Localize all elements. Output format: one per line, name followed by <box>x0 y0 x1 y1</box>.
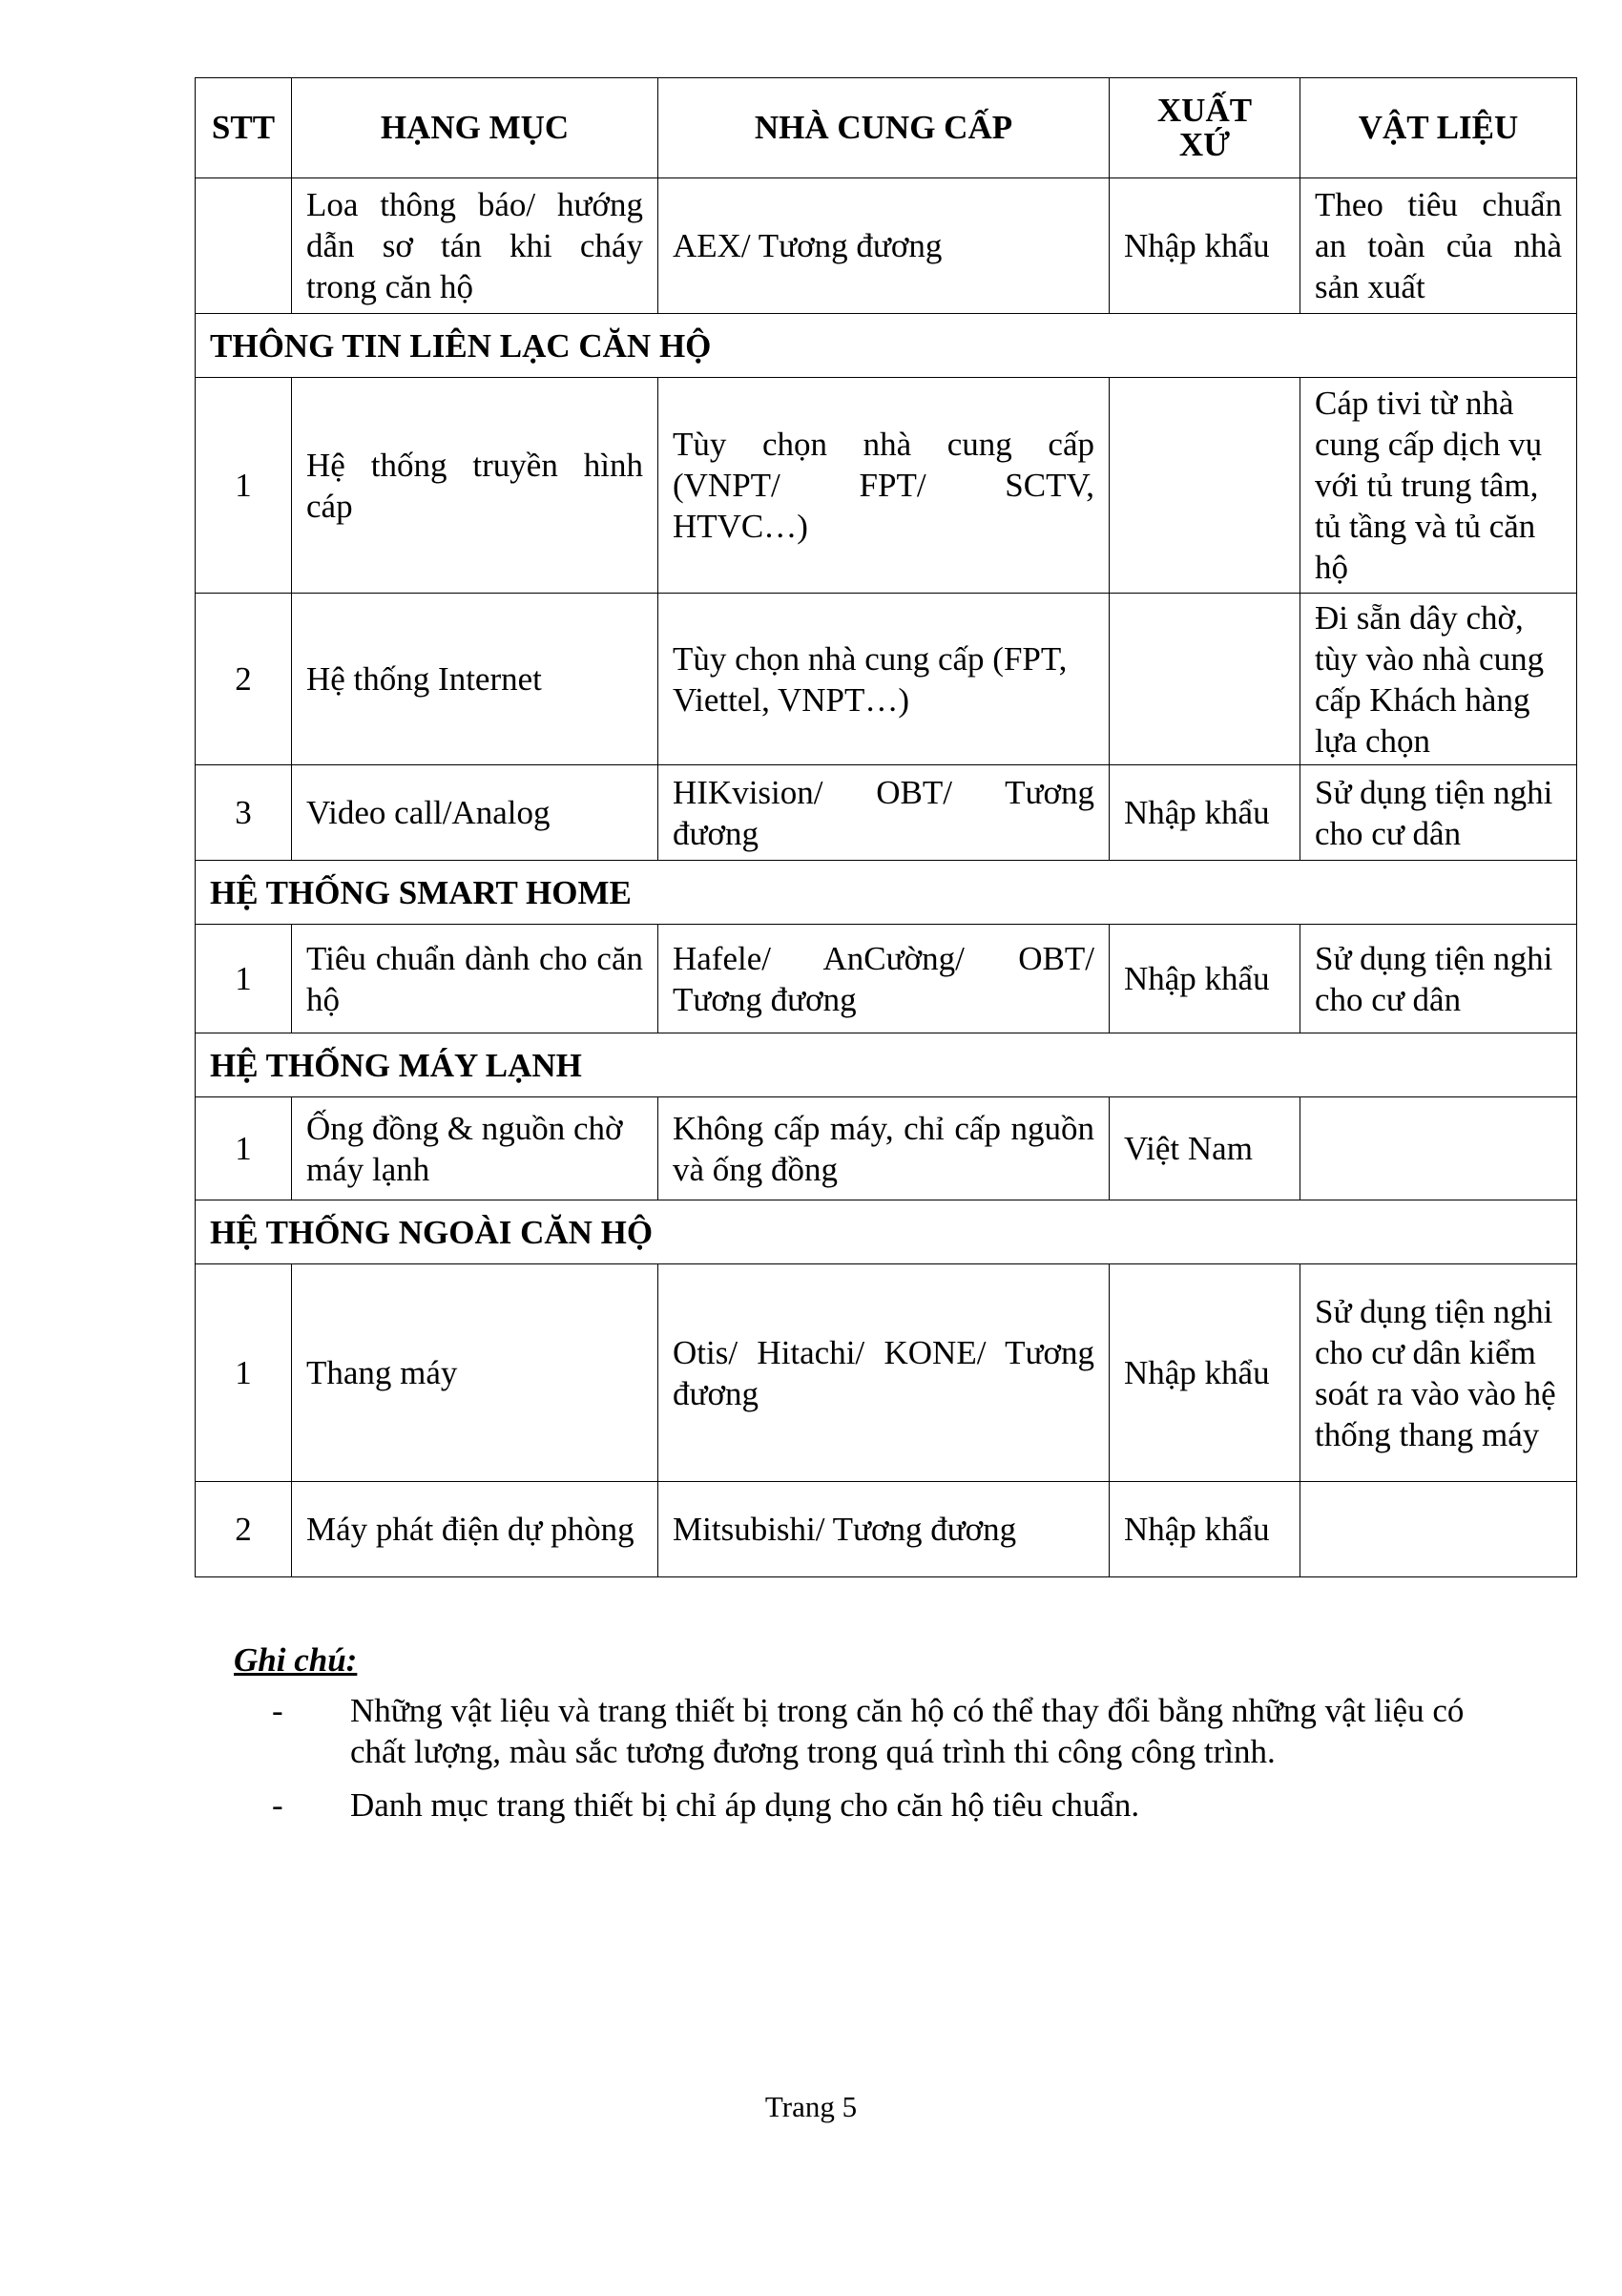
header-stt: STT <box>196 78 292 178</box>
cell-supplier: Tùy chọn nhà cung cấp (VNPT/ FPT/ SCTV, HTVC…) <box>658 378 1110 594</box>
cell-stt: 3 <box>196 765 292 861</box>
cell-stt: 1 <box>196 1264 292 1482</box>
section-row <box>196 1033 1577 1097</box>
cell-material: Cáp tivi từ nhà cung cấp dịch vụ với tủ trung tâm, tủ tầng và tủ căn hộ <box>1300 378 1577 594</box>
cell-supplier: Hafele/ AnCường/ OBT/ Tương đương <box>658 925 1110 1033</box>
table-row <box>196 378 1577 594</box>
table-row <box>196 1264 1577 1482</box>
table-header-row <box>196 78 1577 178</box>
section-title: HỆ THỐNG NGOÀI CĂN HỘ <box>196 1200 1577 1264</box>
cell-stt: 2 <box>196 594 292 765</box>
cell-item: Video call/Analog <box>292 765 658 861</box>
cell-stt: 1 <box>196 378 292 594</box>
cell-origin: Nhập khẩu <box>1110 178 1300 314</box>
cell-material <box>1300 1482 1577 1577</box>
cell-supplier: Tùy chọn nhà cung cấp (FPT, Viettel, VNPT…) <box>658 594 1110 765</box>
section-title: THÔNG TIN LIÊN LẠC CĂN HỘ <box>196 314 1577 378</box>
note-bullet: - <box>272 1786 283 1824</box>
cell-origin: Nhập khẩu <box>1110 765 1300 861</box>
note-item <box>234 1785 1570 1826</box>
cell-supplier: Không cấp máy, chỉ cấp nguồn và ống đồng <box>658 1097 1110 1200</box>
section-row <box>196 861 1577 925</box>
header-supplier: NHÀ CUNG CẤP <box>658 78 1110 178</box>
cell-origin <box>1110 594 1300 765</box>
cell-supplier: AEX/ Tương đương <box>658 178 1110 314</box>
cell-material: Sử dụng tiện nghi cho cư dân <box>1300 765 1577 861</box>
section-row <box>196 1200 1577 1264</box>
table-row <box>196 1097 1577 1200</box>
note-bullet: - <box>272 1692 283 1729</box>
note-text: Những vật liệu và trang thiết bị trong căn hộ có thể thay đổi bằng những vật liệu có chất lượng, màu sắc tương đương trong quá trình thi công công trình. <box>350 1692 1465 1770</box>
table-row <box>196 765 1577 861</box>
cell-origin <box>1110 378 1300 594</box>
cell-item: Máy phát điện dự phòng <box>292 1482 658 1577</box>
table-row <box>196 178 1577 314</box>
cell-stt: 1 <box>196 925 292 1033</box>
table-row <box>196 594 1577 765</box>
cell-supplier: Otis/ Hitachi/ KONE/ Tương đương <box>658 1264 1110 1482</box>
cell-item: Ống đồng & nguồn chờ máy lạnh <box>292 1097 658 1200</box>
cell-item: Hệ thống truyền hình cáp <box>292 378 658 594</box>
cell-material <box>1300 1097 1577 1200</box>
header-item: HẠNG MỤC <box>292 78 658 178</box>
note-item <box>234 1690 1570 1772</box>
cell-supplier: HIKvision/ OBT/ Tương đương <box>658 765 1110 861</box>
cell-origin: Nhập khẩu <box>1110 1264 1300 1482</box>
page-number: Trang 5 <box>764 2090 858 2123</box>
cell-origin: Nhập khẩu <box>1110 1482 1300 1577</box>
header-origin: XUẤT XỨ <box>1110 78 1300 178</box>
cell-supplier: Mitsubishi/ Tương đương <box>658 1482 1110 1577</box>
notes-title: Ghi chú: <box>234 1641 358 1679</box>
cell-material: Sử dụng tiện nghi cho cư dân <box>1300 925 1577 1033</box>
cell-origin: Việt Nam <box>1110 1097 1300 1200</box>
section-title: HỆ THỐNG MÁY LẠNH <box>196 1033 1577 1097</box>
cell-item: Loa thông báo/ hướng dẫn sơ tán khi cháy trong căn hộ <box>292 178 658 314</box>
cell-origin: Nhập khẩu <box>1110 925 1300 1033</box>
table-row <box>196 1482 1577 1577</box>
equipment-spec-table <box>195 77 1577 1577</box>
table-row <box>196 925 1577 1033</box>
notes-section <box>234 1639 1570 1838</box>
cell-item: Thang máy <box>292 1264 658 1482</box>
section-row <box>196 314 1577 378</box>
cell-item: Tiêu chuẩn dành cho căn hộ <box>292 925 658 1033</box>
cell-stt <box>196 178 292 314</box>
note-text: Danh mục trang thiết bị chỉ áp dụng cho căn hộ tiêu chuẩn. <box>350 1786 1140 1824</box>
cell-stt: 2 <box>196 1482 292 1577</box>
section-title: HỆ THỐNG SMART HOME <box>196 861 1577 925</box>
cell-material: Theo tiêu chuẩn an toàn của nhà sản xuất <box>1300 178 1577 314</box>
cell-stt: 1 <box>196 1097 292 1200</box>
cell-material: Đi sẵn dây chờ, tùy vào nhà cung cấp Khách hàng lựa chọn <box>1300 594 1577 765</box>
header-material: VẬT LIỆU <box>1300 78 1577 178</box>
cell-material: Sử dụng tiện nghi cho cư dân kiểm soát ra vào vào hệ thống thang máy <box>1300 1264 1577 1482</box>
cell-item: Hệ thống Internet <box>292 594 658 765</box>
